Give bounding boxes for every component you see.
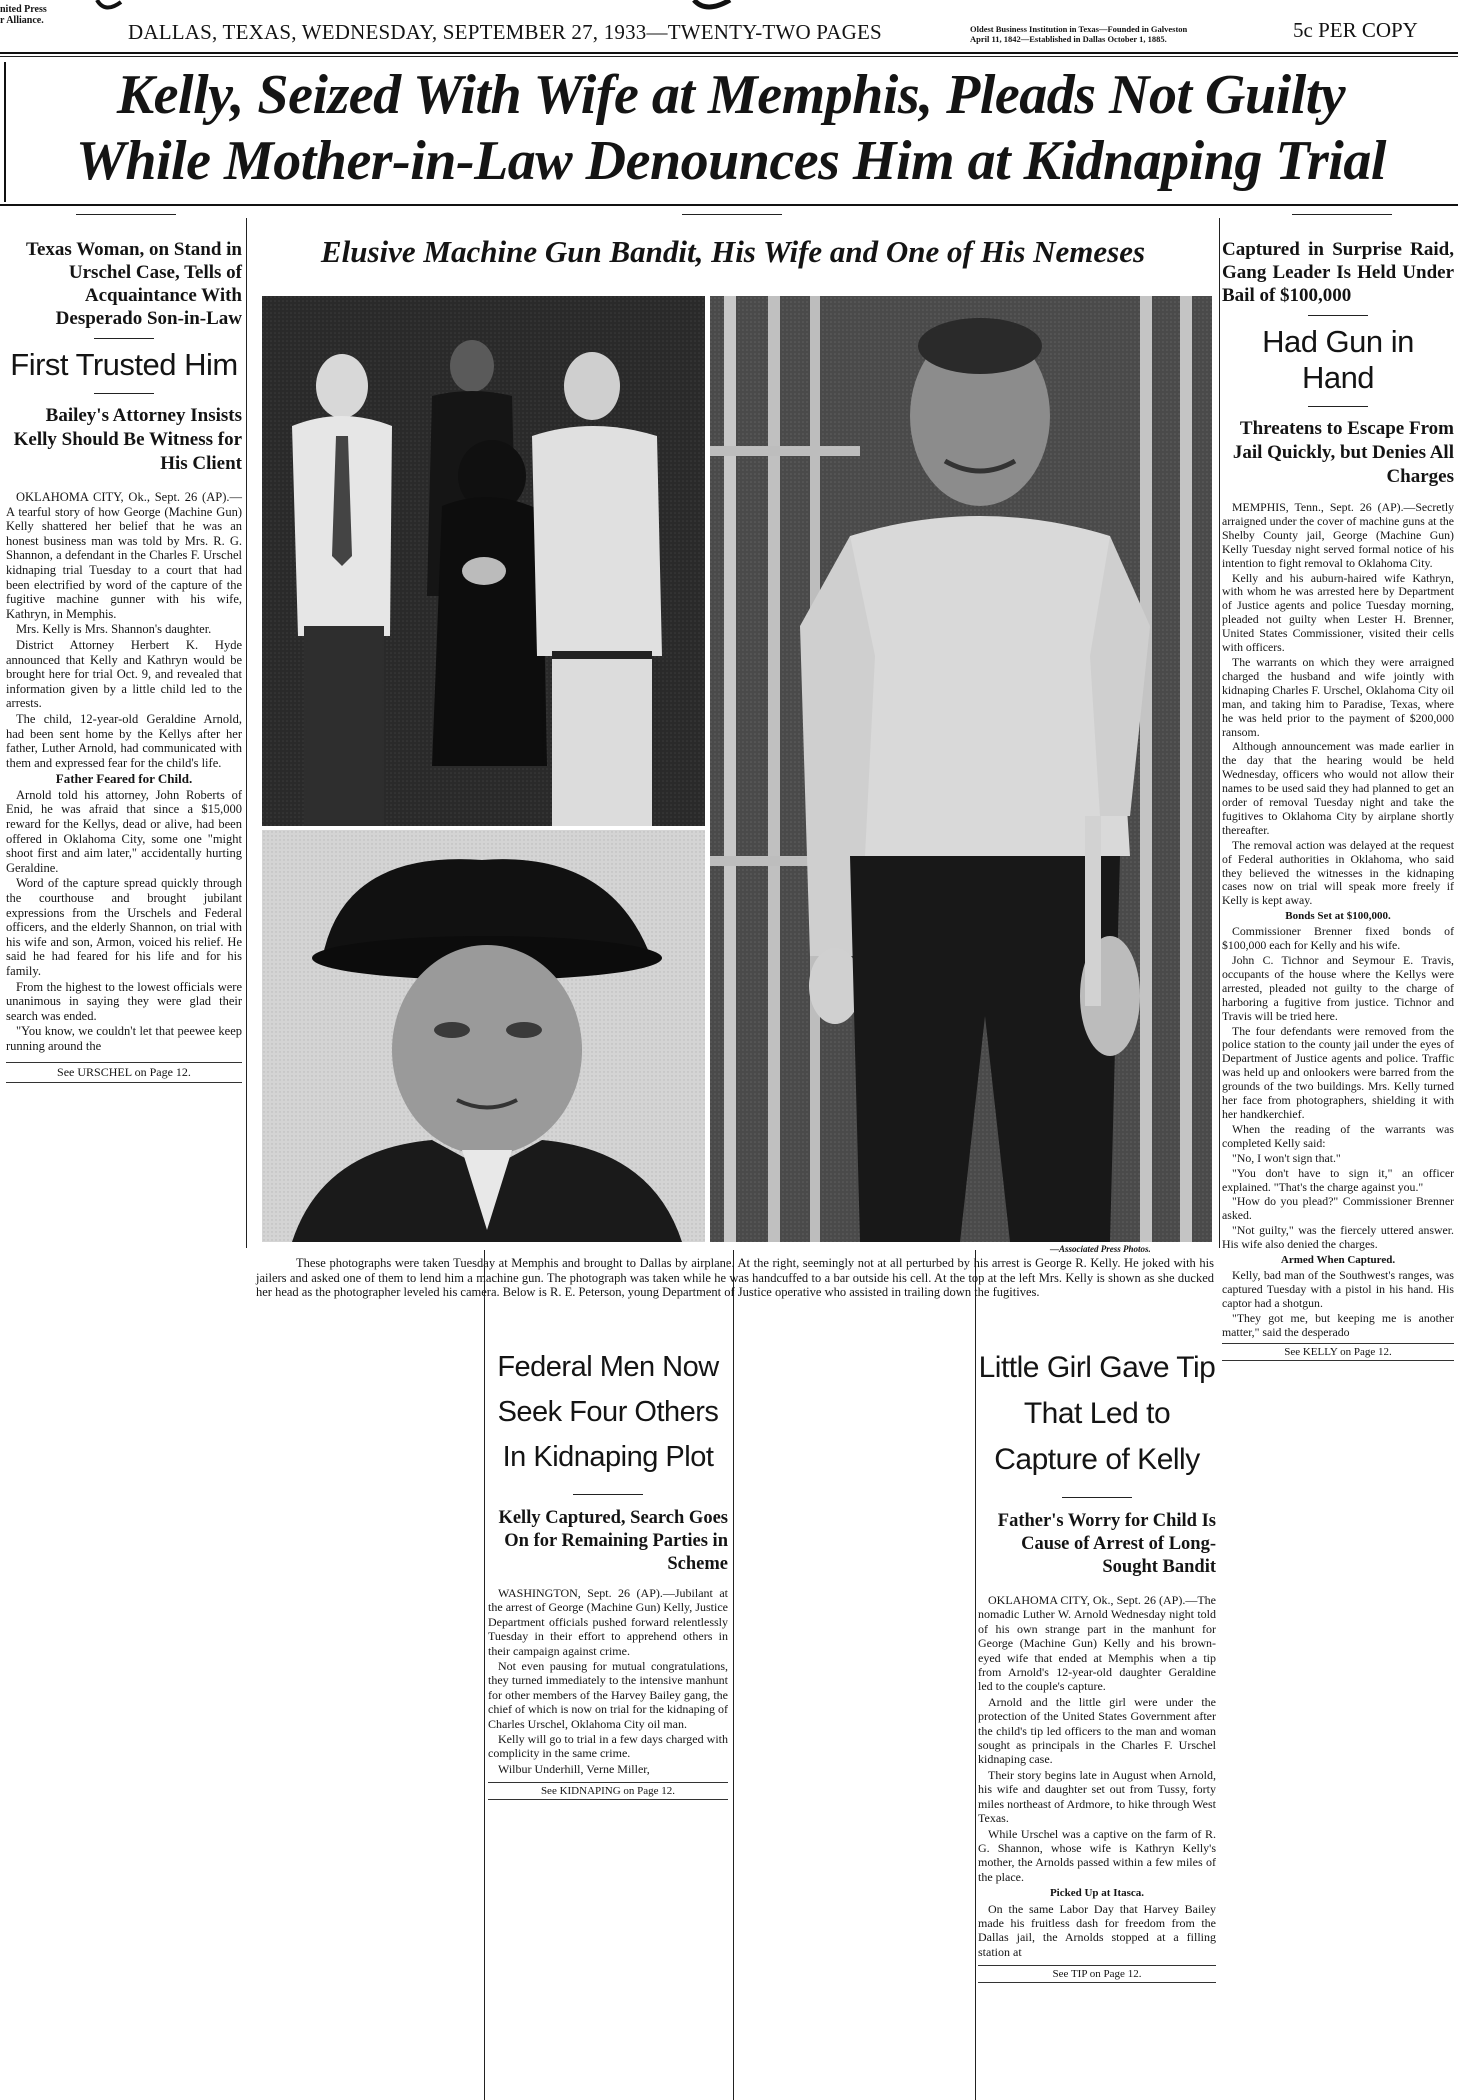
right-head-2: Had Gun in Hand	[1262, 324, 1414, 395]
masthead-logo-fragment	[95, 0, 125, 14]
right-story	[1222, 212, 1454, 1361]
column-rule-bottom-mid	[733, 1250, 734, 2100]
right-jump-link[interactable]: See KELLY on Page 12.	[1222, 1343, 1454, 1361]
deck-rule	[573, 1494, 643, 1495]
deck-rule	[1308, 315, 1368, 316]
banner-frame-left	[4, 62, 6, 202]
tip-story-body: OKLAHOMA CITY, Ok., Sept. 26 (AP).—The nomadic Luther W. Arnold Wednesday night told of his own strange part in the manhunt for George (Machine Gun) Kelly and his brown-eyed wife that ended at Memphis when a tip from Arnold's 12-year-old daughter Geraldine led to the couple's capture. Arnold and the little girl were under the protection of the United States Government after the child's tip led officers to the man and woman sought as principals in the Charles F. Urschel kidnaping case. Their story begins late in August when Arnold, his wife and daughter set out from Tussy, forty miles northeast of Ardmore, to hike through West Texas. While Urschel was a captive on the farm of R. G. Shannon, whose wife is Kathryn Kelly's mother, the Arnolds passed within a few miles of the place. Picked Up at Itasca. On the same Labor Day that Harvey Bailey made his fruitless dash for freedom from the Dallas jail, the Arnolds stopped at a filling station at	[978, 1593, 1216, 1959]
photo-caption: These photographs were taken Tuesday at Memphis and brought to Dallas by airplane. At the right, seemingly not at all perturbed by his arrest is George R. Kelly. He joked with his jailers and asked one of them to lend him a machine gun. The photograph was taken while he was handcuffed to a bar outside his cell. At the top at the left Mrs. Kelly is shown as she ducked her head as the photographer leveled his camera. Below is R. E. Peterson, young Department of Justice operative who assisted in trailing down the fugitives.	[256, 1256, 1214, 1299]
deck-rule	[94, 393, 154, 394]
federal-jump-link[interactable]: See KIDNAPING on Page 12.	[488, 1782, 728, 1800]
tip-subhead: Picked Up at Itasca.	[1049, 1887, 1145, 1900]
left-story	[6, 212, 242, 1083]
deck-rule	[1062, 1497, 1132, 1498]
column-rule-bottom-left	[484, 1250, 485, 2100]
wire-credit: nited Press r Alliance.	[0, 4, 47, 26]
federal-story-body: WASHINGTON, Sept. 26 (AP).—Jubilant at the arrest of George (Machine Gun) Kelly, Justice Department officials pushed forward relentlessly Tuesday in their effort to apprehend others in their campaign against crime. Not even pausing for mutual congratulations, they turned immediately to the intensive manhunt for other members of the Harvey Bailey gang, the chief of which is now on trial for the kidnaping of Charles Urschel, Oklahoma City oil man. Kelly will go to trial in a few days charged with complicity in the same crime. Wilbur Underhill, Verne Miller,	[488, 1586, 728, 1776]
price: 5c PER COPY	[1293, 18, 1418, 42]
column-rule-right	[1219, 218, 1220, 1248]
photo-block	[252, 212, 1214, 272]
column-rule-bottom-right	[975, 1250, 976, 2100]
banner-line-1: Kelly, Seized With Wife at Memphis, Pleads Not Guilty	[116, 64, 1346, 126]
right-deck-3: Threatens to Escape From Jail Quickly, but Denies All Charges	[1232, 418, 1454, 487]
tip-deck: Father's Worry for Child Is Cause of Arrest of Long-Sought Bandit	[997, 1511, 1216, 1577]
federal-story	[488, 1345, 728, 1800]
masthead	[0, 0, 1458, 52]
photo-kelly-cell-image	[710, 296, 1212, 1242]
photo-peterson-image	[262, 830, 705, 1242]
right-story-body: MEMPHIS, Tenn., Sept. 26 (AP).—Secretly arraigned under the cover of machine guns at the Shelby County jail, George (Machine Gun) Kelly Tuesday night served formal notice of his intention to fight removal to Oklahoma City. Kelly and his auburn-haired wife Kathryn, with whom he was arrested here by Department of Justice agents and police Tuesday morning, pleaded not guilty when Lester H. Brenner, United States Commissioner, visited their cells with officers. The warrants on which they were arraigned charged the husband and wife jointly with kidnaping Charles F. Urschel, Oklahoma City oil man, and taking him to Paradise, Texas, where he was held prior to the payment of $200,000 ransom. Although announcement was made earlier in the day that the hearing would be held Wednesday, officers who would not allow their names to be used said they had planned to get an order of removal Tuesday night and take the fugitives to Oklahoma City by airplane shortly thereafter. The removal action was delayed at the request of Federal authorities in Oklahoma, who said they believed the witnesses in the kidnaping cases now on trial will speak more freely if Kelly is kept away. Bonds Set at $100,000. Commissioner Brenner fixed bonds of $100,000 each for Kelly and his wife. John C. Tichnor and Seymour E. Travis, occupants of the house where the Kellys were arrested, pleaded not guilty to the charge of harboring a fugitive from justice. Tichnor and Travis will be tried here. The four defendants were removed from the police station to the county jail under the eyes of Department of Justice agents and police. Traffic was held up and onlookers were barred from the grounds of the two buildings. Mrs. Kelly turned her face from photographers, shielding it with her handkerchief. When the reading of the warrants was completed Kelly said: "No, I won't sign that." "You don't have to sign it," an officer explained. "That's the charge against you." "How do you plead?" Commissioner Brenner asked. "Not guilty," was the fiercely uttered answer. His wife also denied the charges. Armed When Captured. Kelly, bad man of the Southwest's ranges, was captured Tuesday with a pistol in his hand. His captor had a shotgun. "They got me, but keeping me is another matter," said the desperado	[1222, 500, 1454, 1339]
photo-headline: Elusive Machine Gun Bandit, His Wife and One of His Nemeses	[320, 234, 1146, 269]
deck-rule	[94, 338, 154, 339]
federal-deck: Kelly Captured, Search Goes On for Remaining Parties in Scheme	[498, 1508, 728, 1574]
column-rule-left	[246, 218, 247, 1248]
photo-kelly-cell	[710, 296, 1212, 1242]
tip-story	[978, 1345, 1216, 1983]
photo-mrs-kelly	[262, 296, 705, 826]
deck-rule	[1308, 406, 1368, 407]
banner-rule	[0, 204, 1458, 206]
dateline: DALLAS, TEXAS, WEDNESDAY, SEPTEMBER 27, 1933—TWENTY-TWO PAGES	[128, 20, 882, 44]
masthead-logo-fragment-2	[690, 0, 740, 14]
tip-head: Little Girl Gave Tip That Led to Capture of Kelly	[978, 1351, 1216, 1476]
founding-note: Oldest Business Institution in Texas—Founded in Galveston April 11, 1842—Established in Dallas October 1, 1885.	[970, 24, 1188, 44]
federal-head: Federal Men Now Seek Four Others In Kidnaping Plot	[497, 1351, 719, 1473]
masthead-rule	[0, 52, 1458, 54]
left-jump-link[interactable]: See URSCHEL on Page 12.	[6, 1062, 242, 1083]
deck-rule	[682, 214, 782, 215]
deck-rule	[1292, 214, 1392, 215]
banner-line-2: While Mother-in-Law Denounces Him at Kidnaping Trial	[76, 130, 1386, 192]
left-head-2: First Trusted Him	[10, 347, 238, 382]
photo-credit: —Associated Press Photos.	[1050, 1244, 1151, 1254]
photo-peterson	[262, 830, 705, 1242]
deck-rule	[76, 214, 176, 215]
photo-mrs-kelly-image	[262, 296, 705, 826]
left-deck-3: Bailey's Attorney Insists Kelly Should Be Witness for His Client	[13, 405, 242, 474]
left-deck-1: Texas Woman, on Stand in Urschel Case, Tells of Acquaintance With Desperado Son-in-Law	[26, 239, 242, 329]
right-deck-1: Captured in Surprise Raid, Gang Leader Is Held Under Bail of $100,000	[1222, 239, 1454, 306]
left-story-body: OKLAHOMA CITY, Ok., Sept. 26 (AP).—A tearful story of how George (Machine Gun) Kelly shattered her belief that he was an honest business man was told by Mrs. R. G. Shannon, a defendant in the Charles F. Urschel kidnaping trial Tuesday to a court that had been electrified by word of the capture of the fugitive machine gunner with his wife, Kathryn, in Memphis. Mrs. Kelly is Mrs. Shannon's daughter. District Attorney Herbert K. Hyde announced that Kelly and Kathryn would be brought here for trial Oct. 9, and revealed that information given by a little child led to the arrests. The child, 12-year-old Geraldine Arnold, had been sent home by the Kellys after her father, Luther Arnold, had communicated with them and expressed fear for the child's life. Father Feared for Child. Arnold told his attorney, John Roberts of Enid, he was afraid that since a $15,000 reward for the Kellys, dead or alive, had been offered in Oklahoma City, some one "might shoot first and aim later," accidentally hurting Geraldine. Word of the capture spread quickly through the courthouse and brought jubilant expressions from the Urschels and Federal officers, and the elderly Shannon, on trial with his wife and son, Armon, voiced his relief. He said he had feared for his life and for his family. From the highest to the lowest officials were unanimous in saying they were glad their search was ended. "You know, we couldn't let that peewee keep running around the	[6, 490, 242, 1053]
left-subhead: Father Feared for Child.	[55, 771, 193, 787]
right-subhead-2: Armed When Captured.	[1280, 1254, 1396, 1267]
masthead-rule-2	[0, 56, 1458, 57]
right-subhead-1: Bonds Set at $100,000.	[1285, 910, 1391, 923]
banner-headline	[8, 62, 1454, 194]
tip-jump-link[interactable]: See TIP on Page 12.	[978, 1965, 1216, 1983]
